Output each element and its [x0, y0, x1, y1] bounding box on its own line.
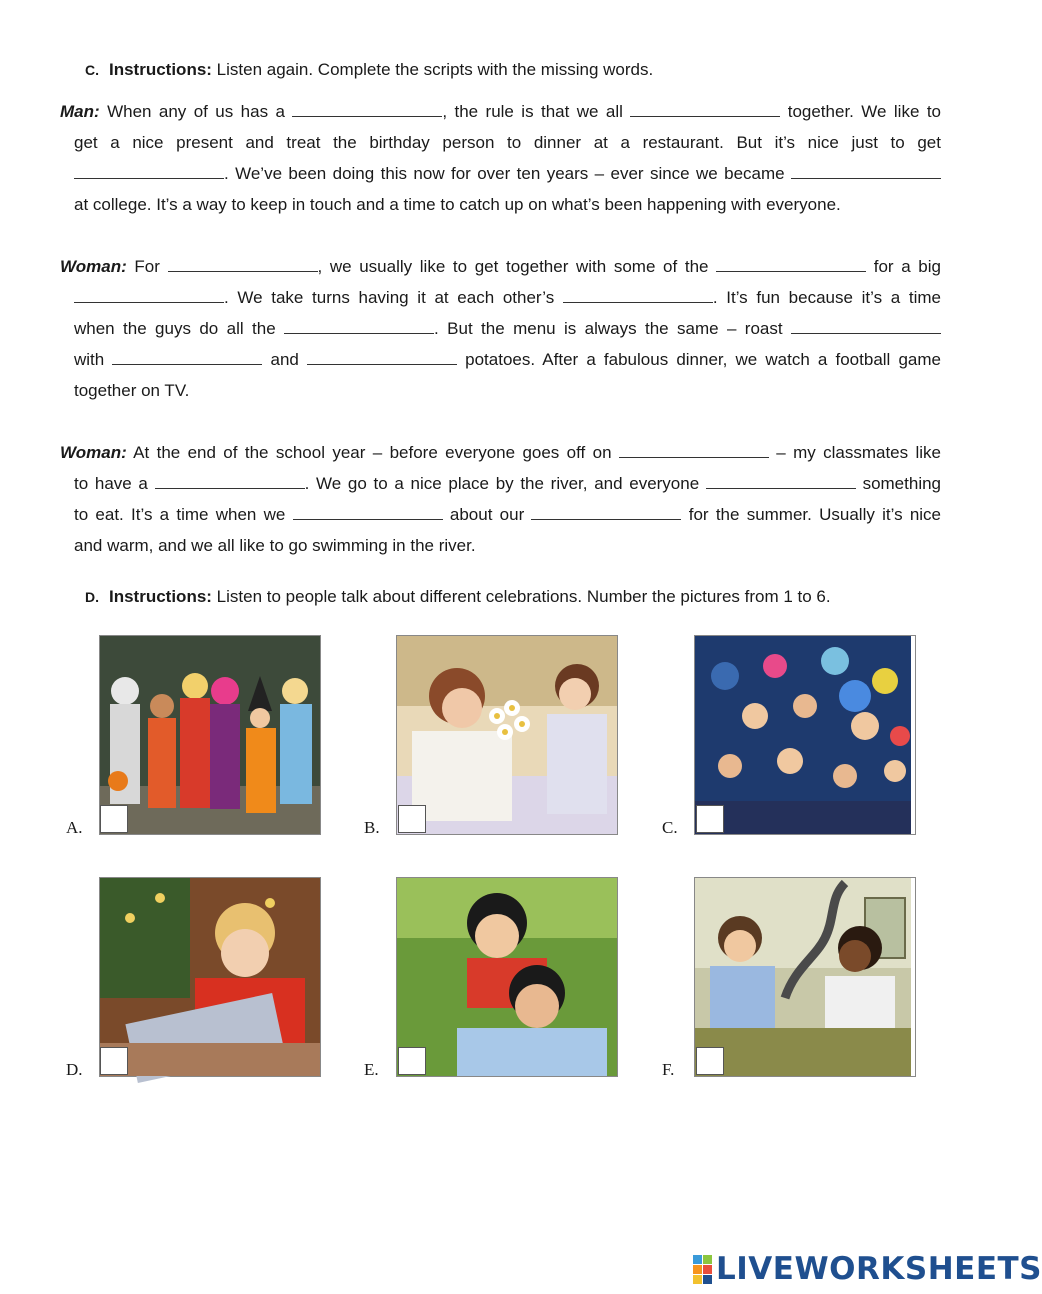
script-man: Man: When any of us has a , the rule is that we all together. We like to get a nice present and treat the birthday person to dinner at a restaurant. But it’s nice just to get . We’ve been doing this now for over ten years – ever since we became at college. It’s a way to keep in touch and a time to catch up on what’s been happening with everyone.	[60, 96, 941, 220]
answer-blank-5[interactable]	[168, 253, 318, 272]
logo-text: LIVEWORKSHEETS	[716, 1251, 1042, 1287]
answer-blank-7[interactable]	[74, 284, 224, 303]
section-c-text: Listen again. Complete the scripts with the missing words.	[211, 60, 654, 79]
answer-blank-9[interactable]	[284, 315, 434, 334]
picture-f-label: F.	[662, 1060, 675, 1079]
picture-e-label: E.	[364, 1060, 379, 1079]
picture-a-number-box[interactable]	[100, 805, 128, 833]
picture-d-label: D.	[66, 1060, 83, 1079]
section-c-instructions	[85, 60, 653, 80]
section-d-text: Listen to people talk about different celebrations. Number the pictures from 1 to 6.	[211, 587, 831, 606]
answer-blank-11[interactable]	[112, 346, 262, 365]
picture-a-label: A.	[66, 818, 83, 837]
answer-blank-2[interactable]	[630, 98, 780, 117]
picture-april-fools-prank	[694, 877, 916, 1077]
picture-b-number-box[interactable]	[398, 805, 426, 833]
picture-e-number-box[interactable]	[398, 1047, 426, 1075]
answer-blank-13[interactable]	[619, 439, 769, 458]
answer-blank-6[interactable]	[716, 253, 866, 272]
speaker-woman-1: Woman:	[60, 257, 127, 276]
picture-mothers-day-flowers	[396, 635, 618, 835]
picture-c-label: C.	[662, 818, 678, 837]
speaker-man: Man:	[60, 102, 100, 121]
script-woman-1: Woman: For , we usually like to get together with some of the for a big . We take turns having it at each other’s . It’s fun because it’s a time when the guys do all the . But the menu is always the same – roast with and potatoes. After a fabulous dinner, we watch a football game together on TV.	[60, 251, 941, 406]
section-c-label: Instructions:	[109, 60, 212, 79]
logo-icon	[693, 1255, 712, 1284]
section-d-label: Instructions:	[109, 587, 212, 606]
liveworksheets-logo[interactable]	[693, 1252, 1042, 1286]
section-d-instructions	[85, 587, 831, 607]
answer-blank-1[interactable]	[292, 98, 442, 117]
answer-blank-10[interactable]	[791, 315, 941, 334]
answer-blank-17[interactable]	[531, 501, 681, 520]
answer-blank-8[interactable]	[563, 284, 713, 303]
answer-blank-12[interactable]	[307, 346, 457, 365]
picture-christmas-gift	[99, 877, 321, 1077]
answer-blank-14[interactable]	[155, 470, 305, 489]
picture-f-number-box[interactable]	[696, 1047, 724, 1075]
answer-blank-15[interactable]	[706, 470, 856, 489]
section-c-letter: C.	[85, 62, 99, 78]
speaker-woman-2: Woman:	[60, 443, 127, 462]
picture-d-number-box[interactable]	[100, 1047, 128, 1075]
picture-new-year-crowd	[694, 635, 916, 835]
answer-blank-3[interactable]	[74, 160, 224, 179]
picture-father-and-son	[396, 877, 618, 1077]
answer-blank-4[interactable]	[791, 160, 941, 179]
section-d-letter: D.	[85, 589, 99, 605]
picture-c-number-box[interactable]	[696, 805, 724, 833]
script-woman-2: Woman: At the end of the school year – before everyone goes off on – my classmates like to have a . We go to a nice place by the river, and everyone something to eat. It’s a time when we about our for the summer. Usually it’s nice and warm, and we all like to go swimming in the river.	[60, 437, 941, 561]
answer-blank-16[interactable]	[293, 501, 443, 520]
picture-halloween-children	[99, 635, 321, 835]
picture-b-label: B.	[364, 818, 380, 837]
